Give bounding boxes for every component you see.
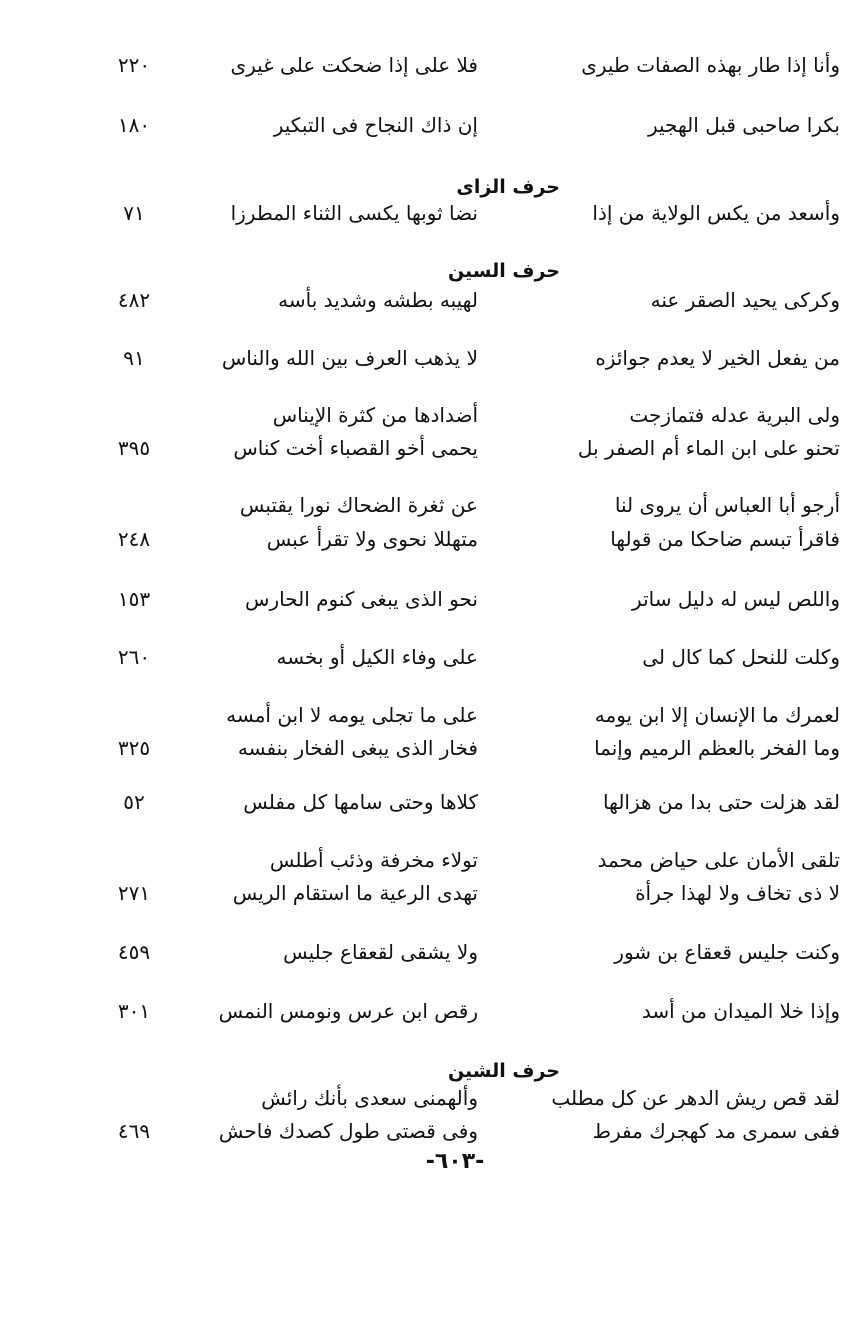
- verse-second-hemistich: على وفاء الكيل أو بخسه: [276, 645, 478, 669]
- verse-first-hemistich: لا ذى تخاف ولا لهذا جرأة: [635, 881, 840, 905]
- verse-first-hemistich: وكنت جليس قعقاع بن شور: [614, 940, 840, 964]
- verse-first-hemistich: وأسعد من يكس الولاية من إذا: [592, 201, 840, 225]
- verse-first-hemistich: تلقى الأمان على حياض محمد: [597, 848, 840, 872]
- verse-first-hemistich: فاقرأ تبسم ضاحكا من قولها: [610, 527, 840, 551]
- verse-first-hemistich: لقد قص ريش الدهر عن كل مطلب: [551, 1086, 840, 1110]
- verse-reference-number: ٩١: [123, 346, 145, 370]
- verse-first-hemistich: ولى البرية عدله فتمازجت: [629, 403, 840, 427]
- verse-reference-number: ٣٠١: [117, 999, 151, 1023]
- verse-second-hemistich: رقص ابن عرس ونومس النمس: [218, 999, 478, 1023]
- verse-second-hemistich: على ما تجلى يومه لا ابن أمسه: [226, 703, 478, 727]
- verse-second-hemistich: وألهمنى سعدى بأنك رائش: [261, 1086, 478, 1110]
- verse-first-hemistich: وأنا إذا طار بهذه الصفات طيرى: [581, 53, 840, 77]
- section-heading: حرف الزاى: [456, 176, 560, 198]
- verse-second-hemistich: لهيبه بطشه وشديد بأسه: [278, 288, 478, 312]
- verse-first-hemistich: لعمرك ما الإنسان إلا ابن يومه: [594, 703, 840, 727]
- verse-reference-number: ١٥٣: [117, 587, 151, 611]
- verse-reference-number: ٧١: [123, 201, 145, 225]
- page-number: -٦٠٣-: [425, 1149, 485, 1174]
- verse-first-hemistich: وكركى يحيد الصقر عنه: [650, 288, 840, 312]
- verse-second-hemistich: نضا ثوبها يكسى الثناء المطرزا: [230, 201, 478, 225]
- verse-second-hemistich: متهللا نحوى ولا تقرأ عبس: [266, 527, 478, 551]
- verse-reference-number: ٤٦٩: [117, 1119, 151, 1143]
- verse-second-hemistich: وفى قصتى طول كصدك فاحش: [218, 1119, 478, 1143]
- verse-second-hemistich: أضدادها من كثرة الإيناس: [272, 403, 478, 427]
- verse-second-hemistich: تولاء مخرفة وذئب أطلس: [269, 848, 478, 872]
- verse-second-hemistich: يحمى أخو القصباء أخت كناس: [233, 436, 478, 460]
- verse-second-hemistich: لا يذهب العرف بين الله والناس: [221, 346, 478, 370]
- verse-second-hemistich: عن ثغرة الضحاك نورا يقتبس: [239, 493, 478, 517]
- verse-first-hemistich: وما الفخر بالعظم الرميم وإنما: [594, 736, 840, 760]
- verse-reference-number: ٣٢٥: [117, 736, 151, 760]
- verse-reference-number: ٣٩٥: [117, 436, 151, 460]
- verse-second-hemistich: فلا على إذا ضحكت على غيرى: [230, 53, 478, 77]
- verse-reference-number: ٥٢: [123, 790, 145, 814]
- verse-reference-number: ٢٦٠: [117, 645, 151, 669]
- verse-second-hemistich: كلاها وحتى سامها كل مفلس: [243, 790, 478, 814]
- verse-first-hemistich: تحنو على ابن الماء أم الصفر بل: [577, 436, 840, 460]
- section-heading: حرف السين: [447, 260, 560, 282]
- verse-reference-number: ٤٨٢: [117, 288, 151, 312]
- verse-reference-number: ٢٤٨: [117, 527, 151, 551]
- verse-second-hemistich: نحو الذى يبغى كنوم الحارس: [245, 587, 478, 611]
- verse-reference-number: ٢٢٠: [117, 53, 151, 77]
- verse-first-hemistich: وإذا خلا الميدان من أسد: [641, 999, 840, 1023]
- section-heading: حرف الشين: [447, 1060, 560, 1082]
- verse-first-hemistich: بكرا صاحبى قبل الهجير: [647, 113, 840, 137]
- verse-reference-number: ١٨٠: [117, 113, 151, 137]
- verse-reference-number: ٢٧١: [117, 881, 151, 905]
- verse-second-hemistich: فخار الذى يبغى الفخار بنفسه: [237, 736, 478, 760]
- verse-first-hemistich: وكلت للنحل كما كال لى: [642, 645, 840, 669]
- verse-first-hemistich: من يفعل الخير لا يعدم جوائزه: [595, 346, 840, 370]
- verse-first-hemistich: لقد هزلت حتى بدا من هزالها: [603, 790, 840, 814]
- verse-second-hemistich: ولا يشقى لقعقاع جليس: [283, 940, 478, 964]
- verse-reference-number: ٤٥٩: [117, 940, 151, 964]
- verse-second-hemistich: تهدى الرعية ما استقام الريس: [232, 881, 478, 905]
- verse-second-hemistich: إن ذاك النجاح فى التبكير: [273, 113, 478, 137]
- verse-first-hemistich: أرجو أبا العباس أن يروى لنا: [614, 493, 840, 517]
- verse-first-hemistich: ففى سمرى مد كهجرك مفرط: [592, 1119, 840, 1143]
- verse-first-hemistich: واللص ليس له دليل ساتر: [632, 587, 840, 611]
